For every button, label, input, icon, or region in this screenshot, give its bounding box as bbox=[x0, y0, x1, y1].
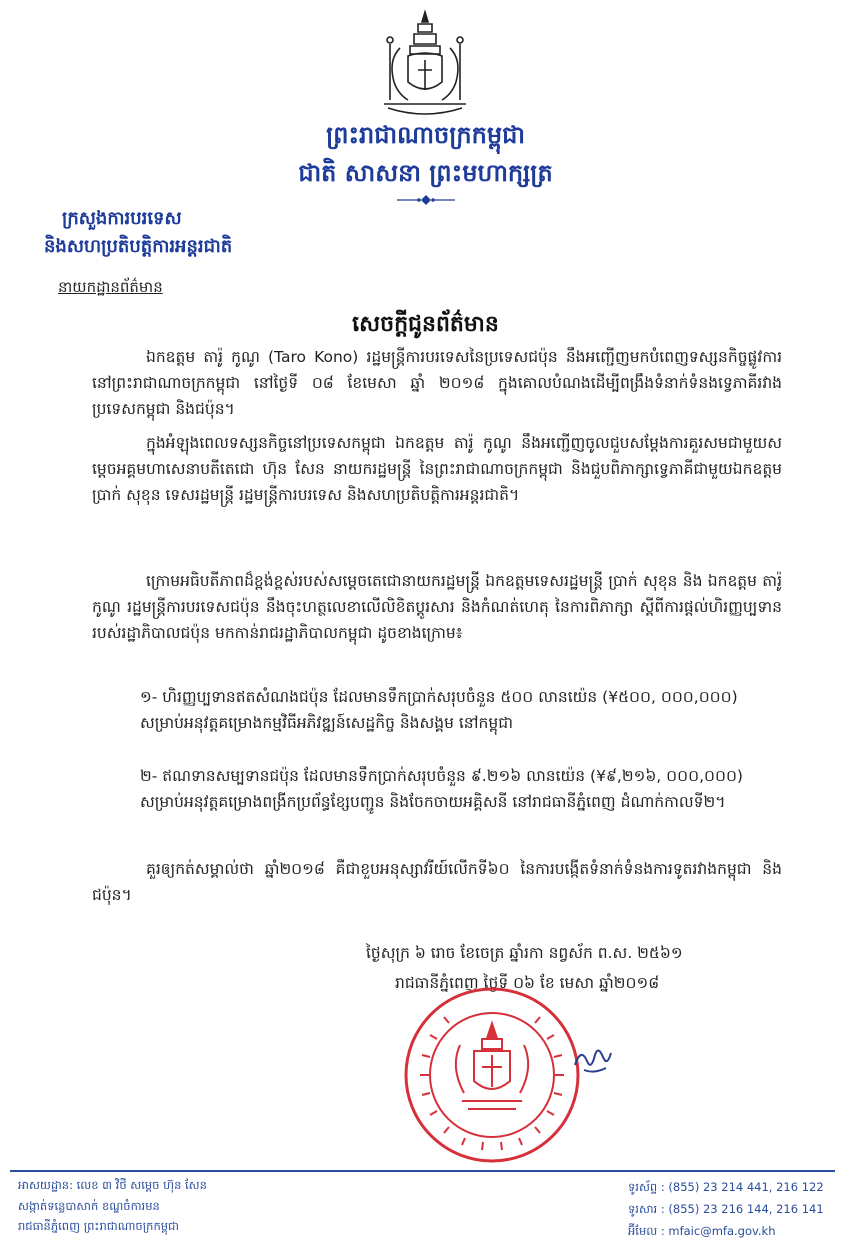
ornament-divider-icon bbox=[395, 194, 457, 206]
footer-address-line1: អាសយដ្ឋាន: លេខ ៣ វិថី សម្តេច ហ៊ុន សែន bbox=[18, 1178, 207, 1192]
solar-date: រាជធានីភ្នំពេញ ថ្ងៃទី ០៦ ខែ មេសា ឆ្នាំ២០១៨ bbox=[395, 974, 660, 992]
document-title: សេចក្តីជូនព័ត៌មាន bbox=[352, 312, 499, 337]
official-ministry-seal-icon bbox=[402, 985, 582, 1165]
footer-fax: ទូរសារ : (855) 23 216 144, 216 141 bbox=[628, 1202, 824, 1216]
paragraph-2: ក្នុងអំឡុងពេលទស្សនកិច្ចនៅប្រទេសកម្ពុជា ឯកឧត្តម តារ៉ូ កូណូ នឹងអញ្ជើញចូលជួបសម្តែងការគួរសមជាមួយសម្តេចអគ្គមហាសេនាបតីតេជោ ហ៊ុន សែន នាយករដ្ឋមន្ត្រី នៃព្រះរាជាណាចក្រកម្ពុជា និងជួបពិភាក្សាទ្វេភាគីជាមួយឯកឧត្តម ប្រាក់ សុខុន ទេសរដ្ឋមន្ត្រី រដ្ឋមន្ត្រីការបរទេស និងសហប្រតិបត្តិការអន្តរជាតិ។ bbox=[92, 434, 782, 504]
department-name: នាយកដ្ឋានព័ត៌មាន bbox=[58, 278, 163, 296]
ministry-name-line1: ក្រសួងការបរទេស bbox=[62, 208, 182, 229]
lunar-date: ថ្ងៃសុក្រ ៦ រោច ខែចេត្រ ឆ្នាំរកា នព្វស័ក ព.ស. ២៥៦១ bbox=[366, 944, 683, 962]
ministry-name-line2: និងសហប្រតិបត្តិការអន្តរជាតិ bbox=[44, 236, 233, 257]
footer-address-line2: សង្កាត់ទន្លេបាសាក់ ខណ្ឌចំការមន bbox=[18, 1199, 160, 1213]
paragraph-1: ឯកឧត្តម តារ៉ូ កូណូ (Taro Kono) រដ្ឋមន្ត្រីការបរទេសនៃប្រទេសជប៉ុន នឹងអញ្ជើញមកបំពេញទស្សនកិច្ចផ្លូវការ នៅព្រះរាជាណាចក្រកម្ពុជា នៅថ្ងៃទី ០៨ ខែមេសា ឆ្នាំ ២០១៨ ក្នុងគោលបំណងដើម្បីពង្រឹងទំនាក់ទំនងទ្វេភាគីរវាងប្រទេសកម្ពុជា និងជប៉ុន។ bbox=[92, 348, 782, 418]
national-motto: ជាតិ សាសនា ព្រះមហាក្សត្រ bbox=[298, 159, 553, 187]
paragraph-4: គួរឲ្យកត់សម្គាល់ថា ឆ្នាំ២០១៨ គឺជាខួបអនុស្សាវរីយ៍លើកទី៦០ នៃការបង្កើតទំនាក់ទំនងការទូតរវាងកម្ពុជា និងជប៉ុន។ bbox=[92, 860, 782, 904]
royal-coat-of-arms-icon bbox=[370, 8, 480, 118]
footer-email[interactable]: អ៊ីមែល : mfaic@mfa.gov.kh bbox=[628, 1224, 776, 1238]
footer-address-line3: រាជធានីភ្នំពេញ ព្រះរាជាណាចក្រកម្ពុជា bbox=[18, 1219, 179, 1233]
paragraph-3: ក្រោមអធិបតីភាពដ៏ខ្ពង់ខ្ពស់របស់សម្តេចតេជោនាយករដ្ឋមន្ត្រី ឯកឧត្តមទេសរដ្ឋមន្ត្រី ប្រាក់ សុខុន និង ឯកឧត្តម តារ៉ូ កូណូ រដ្ឋមន្ត្រីការបរទេសជប៉ុន នឹងចុះហត្ថលេខាលើលិខិតប្តូរសារ និងកំណត់ហេតុ នៃការពិភាក្សា ស្តីពីការផ្តល់ហិរញ្ញប្បទានរបស់រដ្ឋាភិបាលជប៉ុន មកកាន់រាជរដ្ឋាភិបាលកម្ពុជា ដូចខាងក្រោម៖ bbox=[92, 572, 782, 642]
kingdom-title: ព្រះរាជាណាចក្រកម្ពុជា bbox=[326, 121, 525, 149]
signature-mark-icon bbox=[570, 1040, 615, 1080]
footer-phone: ទូរស័ព្ទ : (855) 23 214 441, 216 122 bbox=[628, 1180, 824, 1194]
footer-divider bbox=[10, 1170, 835, 1172]
list-item-1: ១- ហិរញ្ញប្បទានឥតសំណងជប៉ុន ដែលមានទឹកប្រាក់សរុបចំនួន ៥០០ លានយ៉េន (¥៥០០, ០០០,០០០) សម្រាប់អនុវត្តគម្រោងកម្មវិធីអភិវឌ្ឍន៍សេដ្ឋកិច្ច និងសង្គម នៅកម្ពុជា bbox=[140, 688, 738, 732]
list-item-2: ២- ឥណទានសម្បទានជប៉ុន ដែលមានទឹកប្រាក់សរុបចំនួន ៩.២១៦ លានយ៉េន (¥៩,២១៦, ០០០,០០០) សម្រាប់អនុវត្តគម្រោងពង្រីកប្រព័ន្ធខ្សែបញ្ជូន និងចែកចាយអគ្គិសនី នៅរាជធានីភ្នំពេញ ដំណាក់កាលទី២។ bbox=[140, 767, 743, 811]
